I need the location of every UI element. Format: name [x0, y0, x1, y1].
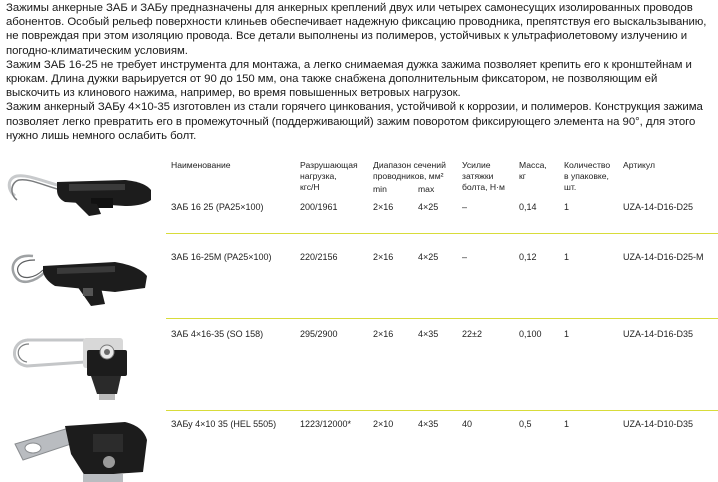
header-torque: Усилие затяжки болта, Н·м [462, 160, 505, 192]
intro-paragraph-3: Зажим анкерный ЗАБу 4×10-35 изготовлен из стали горячего цинкования, устойчивой к коррозии, и полимеров. Конструкция зажима позволяет легко превратить его в промежуточный (поддерживающий) зажим поворотом фиксирующего элемента на 90°, для этого нужно лишь немного ослабить болт. [6, 101, 703, 142]
cell-load: 200/1961 [300, 202, 338, 212]
cell-mass: 0,5 [519, 419, 532, 429]
cell-quantity: 1 [564, 252, 570, 262]
header-name: Наименование [171, 160, 231, 170]
cell-load: 220/2156 [300, 252, 338, 262]
row-divider [166, 318, 718, 319]
cell-name: ЗАБ 16 25 (PA25×100) [171, 202, 264, 212]
cell-torque: – [462, 252, 468, 262]
cell-article: UZA-14-D10-D35 [623, 419, 694, 429]
header-article: Артикул [623, 160, 656, 170]
cell-article: UZA-14-D16-D25 [623, 202, 694, 212]
clamp-zab-16-25-image [5, 160, 155, 230]
header-load: Разрушающая нагрузка, кгс/Н [300, 160, 358, 192]
intro-text [6, 1, 714, 143]
header-mass: Масса, кг [519, 160, 547, 181]
row-divider [166, 233, 718, 234]
header-range-max: max [418, 184, 435, 194]
cell-torque: 40 [462, 419, 473, 429]
header-quantity: Количество в упаковке, шт. [564, 160, 611, 192]
cell-max: 4×25 [418, 252, 439, 262]
intro-paragraph-1: Зажимы анкерные ЗАБ и ЗАБу предназначены для анкерных креплений двух или четырех самонесущих изолированных проводов абонентов. Особый рельеф поверхности клиньев обеспечивает надежную фиксацию проводника, препятствуя его выскальзыванию, не повреждая при этом изоляцию провода. Все детали выполнены из полимеров, устойчивых к ультрафиолетовому излучению и погодно-климатическим условиям. [6, 2, 707, 57]
cell-min: 2×16 [373, 329, 394, 339]
cell-mass: 0,12 [519, 252, 537, 262]
cell-max: 4×35 [418, 329, 439, 339]
intro-paragraph-2: Зажим ЗАБ 16-25 не требует инструмента для монтажа, а легко снимаемая дужка зажима позволяет крепить его к кронштейнам и крюкам. Длина дужки варьируется от 90 до 150 мм, она также снабжена дополнительным фиксатором, не позволяющим ей выскочить из клинового нажима, например, во время повышенных ветровых нагрузок. [6, 58, 692, 100]
cell-mass: 0,14 [519, 202, 537, 212]
cell-load: 1223/12000* [300, 419, 352, 429]
cell-name: ЗАБу 4×10 35 (HEL 5505) [171, 419, 277, 429]
cell-name: ЗАБ 4×16-35 (SO 158) [171, 329, 264, 339]
cell-quantity: 1 [564, 202, 570, 212]
cell-name: ЗАБ 16-25М (PA25×100) [171, 252, 272, 262]
cell-min: 2×16 [373, 202, 394, 212]
row-divider [166, 410, 718, 411]
cell-quantity: 1 [564, 329, 570, 339]
clamp-zabu-4x10-35-image [5, 414, 155, 482]
header-range-min: min [373, 184, 387, 194]
cell-max: 4×25 [418, 202, 439, 212]
cell-mass: 0,100 [519, 329, 542, 339]
cell-torque: – [462, 202, 468, 212]
cell-min: 2×10 [373, 419, 394, 429]
header-range: Диапазон сечений проводников, мм² [373, 160, 446, 181]
clamp-zab-16-25m-image [5, 236, 155, 314]
clamp-zab-4x16-35-image [5, 322, 155, 408]
cell-min: 2×16 [373, 252, 394, 262]
cell-load: 295/2900 [300, 329, 338, 339]
cell-article: UZA-14-D16-D25-M [623, 252, 704, 262]
cell-quantity: 1 [564, 419, 570, 429]
cell-article: UZA-14-D16-D35 [623, 329, 694, 339]
cell-torque: 22±2 [462, 329, 482, 339]
cell-max: 4×35 [418, 419, 439, 429]
